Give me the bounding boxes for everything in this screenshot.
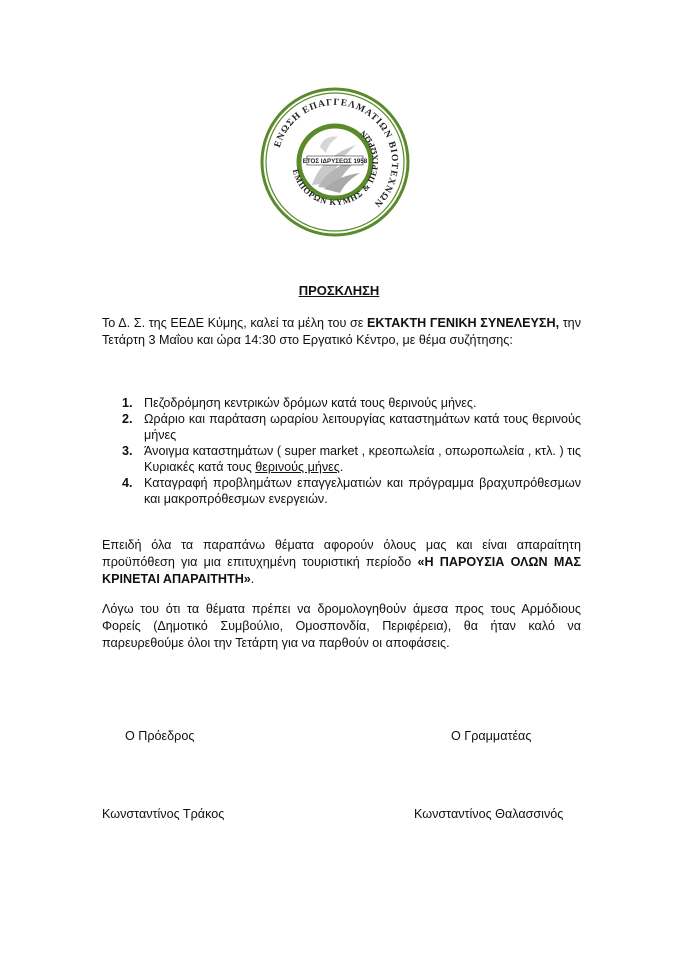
list-item-number: 4. [122,476,133,490]
list-item-text: Πεζοδρόμηση κεντρικών δρόμων κατά τους θερινούς μήνες. [144,396,477,410]
list-item-text-end: . [339,460,344,474]
list-item-number: 3. [122,444,133,458]
paragraph-text: Επειδή όλα τα παραπάνω θέματα αφορούν όλους μας και είναι απαραίτητη προϋπόθεση για μια επιτυχημένη τουριστική περίοδο [102,538,581,569]
paragraph-bold-text: «Η ΠΑΡΟΥΣΙΑ ΟΛΩΝ ΜΑΣ ΚΡΙΝΕΤΑΙ ΑΠΑΡΑΙΤΗΤΗ» [102,555,581,586]
authorities-paragraph: Λόγω του ότι τα θέματα πρέπει να δρομολογηθούν άμεσα προς τους Αρμόδιους Φορείς (Δημοτικό Συμβούλιο, Ομοσπονδία, Περιφέρεια), θα ήταν καλό να παρευρεθούμε όλοι την Τετάρτη για να παρθούν οι αποφάσεις. [102,602,581,650]
attendance-paragraph [102,537,581,588]
intro-text-end: την Τετάρτη 3 Μαΐου και ώρα 14:30 στο Εργατικό Κέντρο, με θέμα συζήτησης: [102,316,581,347]
list-item-number: 2. [122,412,133,426]
seal-outer-text: ΕΝΩΣΗ ΕΠΑΓΓΕΛΜΑΤΙΩΝ ΒΙΟΤΕΧΝΩΝ [273,97,400,210]
secretary-name: Κωνσταντίνος Θαλασσινός [414,807,564,821]
intro-bold-text: ΕΚΤΑΚΤΗ ΓΕΝΙΚΗ ΣΥΝΕΛΕΥΣΗ, [367,316,560,330]
seal-graphic [260,87,410,237]
list-item-text: Ωράριο και παράταση ωραρίου λειτουργίας καταστημάτων κατά τους θερινούς μήνες [144,412,581,442]
association-seal-logo [260,87,410,237]
list-item [122,395,581,411]
secretary-role: Ο Γραμματέας [451,729,532,743]
president-name: Κωνσταντίνος Τράκος [102,807,225,821]
seal-inner-text: ΕΜΠΟΡΩΝ ΚΥΜΗΣ & ΠΕΡΙΧΩΡΩΝ [290,128,381,208]
list-item-text-main: Άνοιγμα καταστημάτων ( super market , κρεοπωλεία , οπωροπωλεία , κτλ. ) τις Κυριακές κατά τους [144,444,581,474]
paragraph-text-end: . [250,572,255,586]
list-item-text: Καταγραφή προβλημάτων επαγγελματιών και πρόγραμμα βραχυπρόθεσμων και μακροπρόθεσμων ενεργειών. [144,476,581,506]
list-item-text [144,443,581,475]
list-item-underlined-text: θερινούς μήνες [255,460,340,474]
seal-founded-text: ΕΤΟΣ ΙΔΡΥΣΕΩΣ 1958 [302,158,368,165]
president-role: Ο Πρόεδρος [125,729,195,743]
intro-text: Το Δ. Σ. της ΕΕΔΕ Κύμης, καλεί τα μέλη του σε [102,316,368,330]
list-item [122,411,581,443]
list-item [122,443,581,475]
list-item-number: 1. [122,396,133,410]
list-item [122,475,581,507]
intro-paragraph [102,315,581,349]
document-title: ΠΡΟΣΚΛΗΣΗ [298,283,380,298]
